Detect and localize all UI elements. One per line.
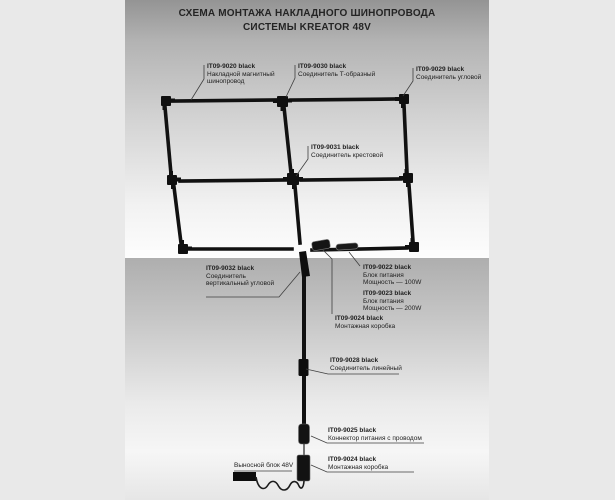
part-code: IT09-9030 black [298,63,347,70]
t-connector-mid-left-icon [167,171,181,189]
part-desc: Накладной магнитный [207,70,275,78]
label-corner-connector [416,66,481,81]
track-mid-right [301,179,401,180]
label-psu-200 [363,290,421,313]
leader-track [191,65,204,100]
corner-connector-top-right-icon [395,94,409,108]
part-desc: Коннектор питания с проводом [328,434,422,442]
page-title-line1: СХЕМА МОНТАЖА НАКЛАДНОГО ШИНОПРОВОДА [178,8,436,19]
part-code: IT09-9024 black [328,456,377,463]
part-code: IT09-9020 black [207,63,256,70]
power-supply-200w-icon [336,243,358,251]
leader-t-connector [286,65,295,97]
track-top-left [172,100,276,101]
label-linear-connector [330,357,402,372]
part-code: IT09-9022 black [363,264,412,271]
corner-connector-bottom-right-icon [405,238,419,252]
track-top-right [291,99,397,100]
part-desc: Соединитель линейный [330,364,402,372]
label-psu-100 [363,264,421,287]
part-desc: Блок питания [363,271,404,279]
part-desc: Блок питания [363,297,404,305]
part-desc: Соединитель угловой [416,73,482,81]
track-mid-left [180,180,286,181]
part-desc: Соединитель крестовой [311,151,384,159]
part-desc: Мощность — 100W [363,279,422,286]
leader-corner-connector [403,68,413,96]
label-power-connector [328,427,422,442]
leader-mounting-box-top [323,250,332,314]
mounting-box-icon [297,455,310,481]
part-code: IT09-9028 black [330,357,379,364]
vertical-corner-connector-icon [299,251,310,277]
track-right-lower [409,185,413,241]
cross-connector-icon [283,169,303,189]
part-desc: Мощность — 200W [363,305,422,312]
corner-connector-bottom-left-icon [178,240,192,254]
corner-connector-top-left-icon [161,96,175,110]
power-connector-icon [299,424,310,444]
track-left-lower [174,187,181,243]
part-code: IT09-9029 black [416,66,465,73]
track-center-lower [295,186,300,243]
leader-cross-connector [296,146,308,176]
label-t-connector [298,63,375,78]
label-mounting-box-top [335,315,395,330]
t-connector-mid-right-icon [399,169,413,187]
remote-48v-block-icon [233,472,256,481]
part-desc: Монтажная коробка [335,322,396,330]
label-cross-connector [311,144,383,159]
track-center-upper [284,107,291,173]
part-code: IT09-9025 black [328,427,377,434]
linear-connector-icon [299,359,309,376]
track-left-upper [165,107,171,174]
page-title-line2: СИСТЕМЫ KREATOR 48V [243,21,371,33]
part-code: IT09-9031 black [311,144,360,151]
part-desc: Соединитель [206,272,246,280]
label-remote-block [234,462,293,470]
part-code: IT09-9023 black [363,290,412,297]
label-vertical-corner-connector [206,265,274,288]
label-mounting-box-bottom [328,456,388,471]
label-track [207,63,275,86]
track-right-upper [404,105,407,172]
part-desc: Монтажная коробка [328,463,389,471]
part-desc: Соединитель Т-образный [298,70,376,78]
part-code: IT09-9024 black [335,315,384,322]
part-desc: шинопровод [207,78,245,85]
part-desc: вертикальный угловой [206,280,275,287]
leader-psu [349,252,360,266]
part-desc: Выносной блок 48V [234,462,294,469]
part-code: IT09-9032 black [206,265,255,272]
